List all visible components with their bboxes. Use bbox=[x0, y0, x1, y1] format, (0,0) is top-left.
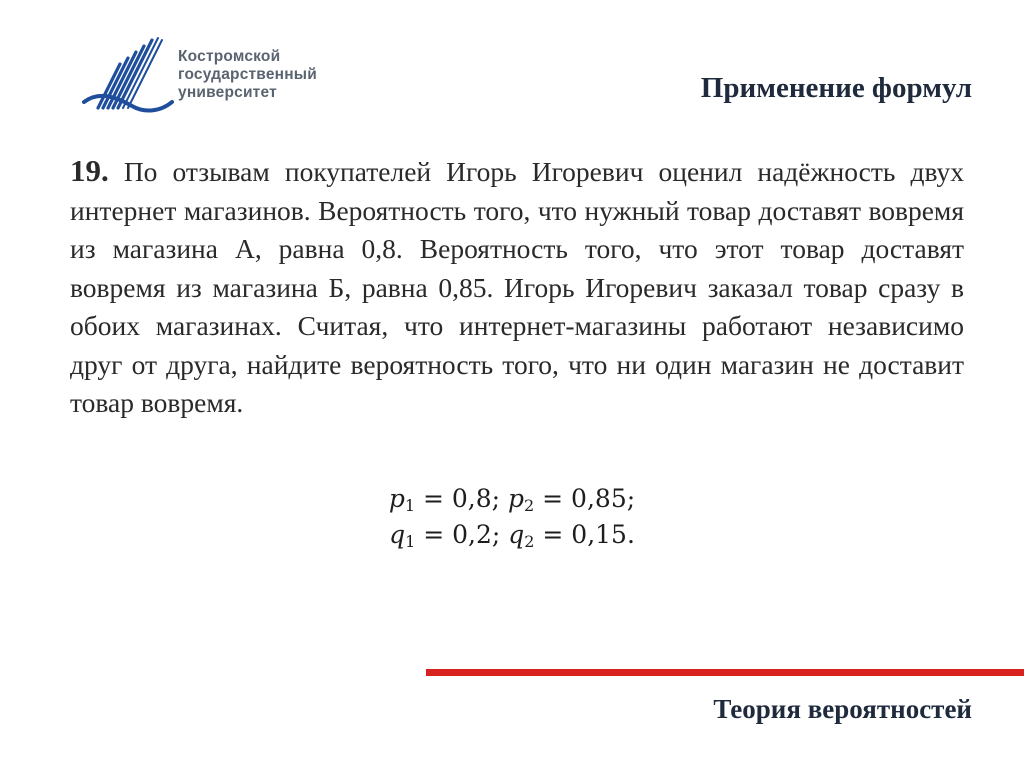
formula-p-values bbox=[0, 484, 1024, 515]
university-name bbox=[178, 48, 317, 102]
formula-q1-var: q bbox=[389, 520, 406, 549]
logo-line-2: государственный bbox=[178, 66, 317, 83]
footer-course-title: Теория вероятностей bbox=[713, 694, 972, 724]
logo-line-1: Костромской bbox=[178, 48, 281, 65]
footer-accent-bar bbox=[426, 669, 1024, 676]
problem-statement bbox=[70, 152, 964, 423]
formula-q1-sub: 1 bbox=[405, 532, 416, 551]
logo-line-3: университет bbox=[178, 84, 277, 101]
formula-p2-eq: = 0,85; bbox=[534, 484, 636, 513]
formula-q2-sub: 2 bbox=[524, 532, 535, 551]
formula-q2-eq: = 0,15. bbox=[534, 520, 635, 549]
formula-q1-eq: = 0,2; bbox=[415, 520, 509, 549]
formula-p1-eq: = 0,8; bbox=[415, 484, 509, 513]
problem-text: По отзывам покупателей Игорь Игоревич оценил надёжность двух интернет магазинов. Вероятность того, что нужный товар доставят вовремя из магазина А, равна 0,8. Вероятность того, что этот товар доставят вовремя из магазина Б, равна 0,85. Игорь Игоревич заказал товар сразу в обоих магазинах. Считая, что интернет-магазины работают независимо друг от друга, найдите вероятность того, что ни один магазин не доставит товар вовремя. bbox=[70, 156, 965, 418]
problem-number: 19. bbox=[70, 153, 109, 188]
formula-q2-var: q bbox=[508, 520, 525, 549]
formula-p1-var: p bbox=[388, 484, 405, 513]
formula-p1-sub: 1 bbox=[404, 496, 416, 515]
formula-q-values bbox=[0, 520, 1024, 551]
slide-title: Применение формул bbox=[700, 72, 972, 104]
university-emblem-icon bbox=[78, 36, 174, 116]
university-logo bbox=[78, 36, 358, 126]
formula-p2-sub: 2 bbox=[524, 496, 535, 515]
formula-p2-var: p bbox=[508, 484, 525, 513]
